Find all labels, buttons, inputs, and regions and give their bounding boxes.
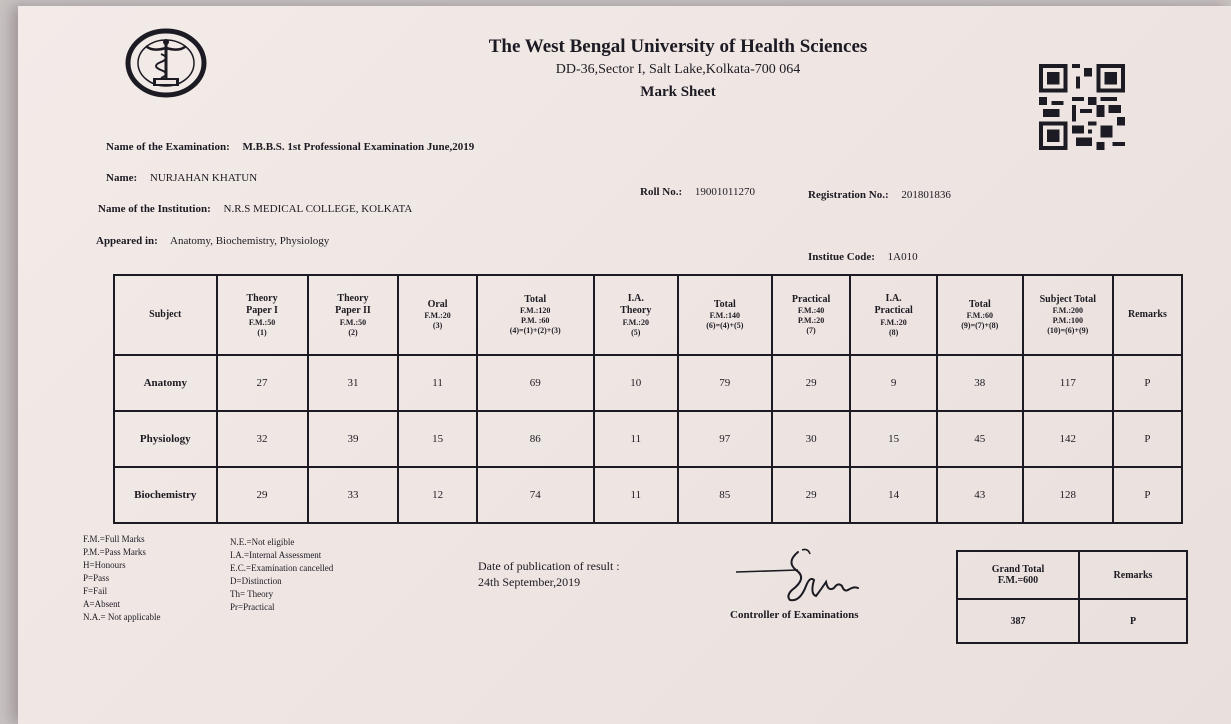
col-practical: Practical F.M.:40 P.M.:20 (7) <box>772 275 851 355</box>
mark-cell: 29 <box>217 467 308 523</box>
mark-cell: 11 <box>398 355 476 411</box>
mark-sheet-document <box>18 6 1231 724</box>
mark-cell: 33 <box>308 467 399 523</box>
legend-item: Th= Theory <box>230 589 274 599</box>
institution-value: N.R.S MEDICAL COLLEGE, KOLKATA <box>223 203 413 215</box>
legend-abbreviations-left <box>83 533 161 624</box>
roll-value: 19001011270 <box>694 186 756 198</box>
col-ia-practical: I.A. Practical F.M.:20 (8) <box>850 275 936 355</box>
mark-cell: 12 <box>398 467 476 523</box>
mark-cell: 38 <box>937 355 1023 411</box>
mark-cell: 15 <box>398 411 476 467</box>
legend-item: N.A.= Not applicable <box>83 612 161 622</box>
col-total-60: Total F.M.:60 (9)=(7)+(8) <box>937 275 1023 355</box>
table-row <box>114 411 1182 467</box>
col-subject: Subject <box>114 275 217 355</box>
legend-item: D=Distinction <box>230 576 282 586</box>
remarks-cell: P <box>1113 355 1182 411</box>
registration-info <box>808 189 951 201</box>
appeared-label: Appeared in: <box>96 235 158 247</box>
legend-item: P.M.=Pass Marks <box>83 547 146 557</box>
mark-cell: 69 <box>477 355 594 411</box>
mark-cell: 45 <box>937 411 1023 467</box>
exam-label: Name of the Examination: <box>106 141 230 153</box>
col-remarks: Remarks <box>1113 275 1182 355</box>
legend-item: E.C.=Examination cancelled <box>230 563 334 573</box>
mark-cell: 142 <box>1023 411 1113 467</box>
university-name: The West Bengal University of Health Sciences <box>488 36 868 57</box>
mark-cell: 43 <box>937 467 1023 523</box>
publication-label: Date of publication of result : <box>478 559 620 573</box>
mark-cell: 15 <box>850 411 936 467</box>
name-value: NURJAHAN KHATUN <box>149 172 258 184</box>
grand-total-header-row <box>957 551 1187 599</box>
exam-value: M.B.B.S. 1st Professional Examination June,2019 <box>242 141 475 153</box>
grand-remarks-value: P <box>1079 599 1187 643</box>
marks-table <box>113 274 1183 524</box>
university-logo-icon <box>123 28 209 98</box>
mark-cell: 29 <box>772 355 851 411</box>
legend-item: F.M.=Full Marks <box>83 534 145 544</box>
publication-value: 24th September,2019 <box>478 575 581 589</box>
institution-info <box>98 203 412 215</box>
roll-label: Roll No.: <box>640 186 683 198</box>
legend-item: Pr=Practical <box>230 602 275 612</box>
qr-code-icon <box>1038 64 1126 150</box>
legend-item: I.A.=Internal Assessment <box>230 550 322 560</box>
legend-item: F=Fail <box>83 586 108 596</box>
controller-title: Controller of Examinations <box>730 609 859 621</box>
mark-cell: 86 <box>477 411 594 467</box>
appeared-value: Anatomy, Biochemistry, Physiology <box>170 235 330 247</box>
subject-name: Anatomy <box>114 355 217 411</box>
registration-label: Registration No.: <box>808 189 889 201</box>
roll-info <box>640 186 755 198</box>
document-title: Mark Sheet <box>640 84 716 100</box>
table-row <box>114 467 1182 523</box>
mark-cell: 29 <box>772 467 851 523</box>
mark-cell: 14 <box>850 467 936 523</box>
mark-cell: 79 <box>678 355 772 411</box>
grand-total-value: 387 <box>957 599 1079 643</box>
legend-item: N.E.=Not eligible <box>230 537 295 547</box>
legend-item: P=Pass <box>83 573 110 583</box>
col-theory-paper-2: Theory Paper II F.M.:50 (2) <box>308 275 399 355</box>
mark-cell: 11 <box>594 411 678 467</box>
mark-cell: 85 <box>678 467 772 523</box>
university-address: DD-36,Sector I, Salt Lake,Kolkata-700 064 <box>555 62 801 77</box>
appeared-info <box>96 235 329 247</box>
mark-cell: 128 <box>1023 467 1113 523</box>
marks-header-row <box>114 275 1182 355</box>
institution-label: Name of the Institution: <box>98 203 211 215</box>
col-ia-theory: I.A. Theory F.M.:20 (5) <box>594 275 678 355</box>
name-label: Name: <box>106 172 138 184</box>
institute-code-info <box>808 251 918 263</box>
mark-cell: 31 <box>308 355 399 411</box>
publication-date <box>478 558 620 590</box>
institute-code-value: 1A010 <box>887 251 918 263</box>
remarks-cell: P <box>1113 411 1182 467</box>
mark-cell: 74 <box>477 467 594 523</box>
mark-cell: 30 <box>772 411 851 467</box>
mark-cell: 97 <box>678 411 772 467</box>
mark-cell: 11 <box>594 467 678 523</box>
grand-total-value-row <box>957 599 1187 643</box>
col-oral: Oral F.M.:20 (3) <box>398 275 476 355</box>
exam-info <box>106 141 484 153</box>
mark-cell: 32 <box>217 411 308 467</box>
remarks-cell: P <box>1113 467 1182 523</box>
mark-cell: 27 <box>217 355 308 411</box>
col-total-140: Total F.M.:140 (6)=(4)+(5) <box>678 275 772 355</box>
mark-cell: 10 <box>594 355 678 411</box>
legend-abbreviations-right <box>230 536 333 614</box>
col-subject-total: Subject Total F.M.:200 P.M.:100 (10)=(6)+(9) <box>1023 275 1113 355</box>
mark-cell: 39 <box>308 411 399 467</box>
mark-cell: 117 <box>1023 355 1113 411</box>
name-info <box>106 172 257 184</box>
document-header <box>398 36 958 101</box>
legend-item: H=Honours <box>83 560 126 570</box>
registration-value: 201801836 <box>901 189 951 201</box>
mark-cell: 9 <box>850 355 936 411</box>
grand-remarks-label: Remarks <box>1079 551 1187 599</box>
table-row <box>114 355 1182 411</box>
institute-code-label: Institue Code: <box>808 251 875 263</box>
col-theory-paper-1: Theory Paper I F.M.:50 (1) <box>217 275 308 355</box>
subject-name: Physiology <box>114 411 217 467</box>
subject-name: Biochemistry <box>114 467 217 523</box>
legend-item: A=Absent <box>83 599 121 609</box>
grand-total-label: Grand Total F.M.=600 <box>957 551 1079 599</box>
controller-signature-icon <box>728 546 888 606</box>
grand-total-table <box>956 550 1188 644</box>
col-total-theory: Total F.M.:120 P.M. :60 (4)=(1)+(2)+(3) <box>477 275 594 355</box>
